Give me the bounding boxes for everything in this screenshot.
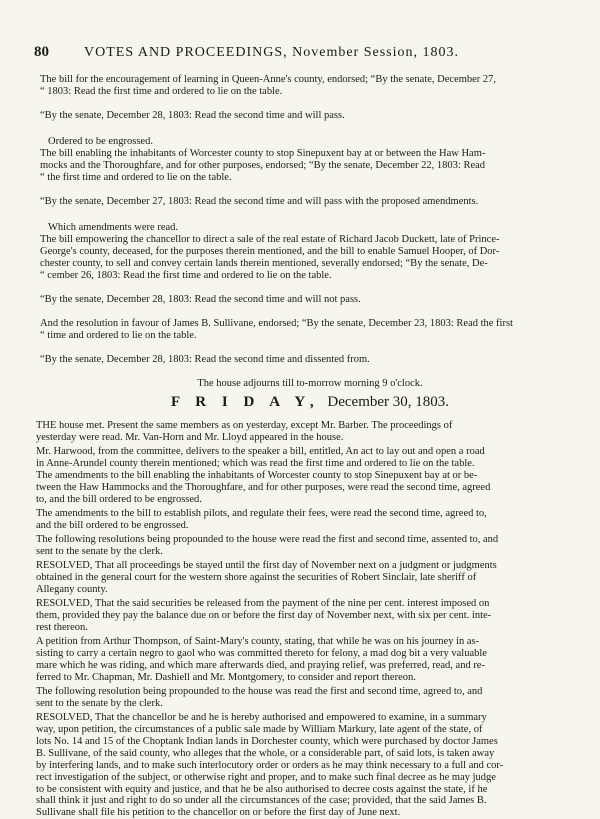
page-number: 80 [34,44,49,60]
text-line: And the resolution in favour of James B. Sullivane, endorsed; “By the senate, December 23, 1803: Read the first [40,318,513,329]
text-line: “By the senate, December 27, 1803: Read the second time and will pass with the proposed amendments. [40,196,479,207]
text-line: lots No. 14 and 15 of the Choptank Indian lands in Dorchester county, which were purchased by doctor James [36,736,498,747]
text-line: Allegany county. [36,584,108,595]
text-line: tween the Haw Hammocks and the Thoroughfare, and for other purposes, were read the second time, agreed [36,482,491,493]
text-line: The bill empowering the chancellor to direct a sale of the real estate of Richard Jacob Duckett, late of Prince- [40,234,500,245]
text-line: them, provided they pay the balance due on or before the first day of November next, with six per cent. inte- [36,610,492,621]
text-line: “By the senate, December 28, 1803: Read the second time and will pass. [40,110,345,121]
text-line: mare which he was riding, and which mare afterwards died, and praying relief, was preferred, read, and re- [36,660,485,671]
text-line: The amendments to the bill enabling the inhabitants of Worcester county to stop Sinepuxent bay at or be- [36,470,478,481]
text-line: chester county, to sell and convey certain lands therein mentioned, severally endorsed; “By the senate, De- [40,258,488,269]
text-line: RESOLVED, That the said securities be released from the payment of the nine per cent. interest imposed on [36,598,490,609]
text-line: sisting to carry a certain negro to gaol who was committed thereto for felony, a mad dog bit a very valuable [36,648,487,659]
text-line: The bill for the encouragement of learning in Queen-Anne's county, endorsed; “By the senate, December 27, [40,74,497,85]
day-name: F R I D A Y, [170,394,320,410]
text-line: A petition from Arthur Thompson, of Saint-Mary's county, stating, that while he was on his journey in as- [36,636,480,647]
text-line: RESOLVED, That the chancellor be and he is hereby authorised and empowered to examine, in a summary [36,712,487,723]
text-line: Sullivane shall file his petition to the chancellor on or before the first day of June next. [36,807,401,818]
text-line: “ the first time and ordered to lie on the table. [40,172,232,183]
text-line: and the bill ordered to be engrossed. [36,520,189,531]
running-head [34,44,584,66]
text-line: The bill enabling the inhabitants of Worcester county to stop Sinepuxent bay at or between the Haw Ham- [40,148,486,159]
text-line: ferred to Mr. Chapman, Mr. Dashiell and Mr. Montgomery, to consider and report thereon. [36,672,416,683]
text-line: George's county, deceased, for the purposes therein mentioned, and the bill to enable Samuel Hooper, of Dor- [40,246,500,257]
text-line: sent to the senate by the clerk. [36,546,163,557]
text-line: THE house met. Present the same members as on yesterday, except Mr. Barber. The proceedings of [36,420,453,431]
text-line: The following resolution being propounded to the house was read the first and second time, agreed to, and [36,686,483,697]
text-line: way, upon petition, the circumstances of a public sale made by William Markury, late agent of the state, of [36,724,483,735]
text-line: Which amendments were read. [48,222,179,233]
text-line: in Anne-Arundel county therein mentioned; which was read the first time and ordered to lie on the table. [36,458,475,469]
text-line: mocks and the Thoroughfare, and for other purposes, endorsed; “By the senate, December 22, 1803: Read [40,160,486,171]
text-line: “By the senate, December 28, 1803: Read the second time and dissented from. [40,354,370,365]
text-line: B. Sullivane, of the said county, who alleges that the whole, or a considerable part, of said lots, is taken away [36,748,495,759]
text-line: obtained in the general court for the western shore against the securities of Robert Sinclair, late sheriff of [36,572,477,583]
text-line: “ time and ordered to lie on the table. [40,330,197,341]
text-line: to, and the bill ordered to be engrossed. [36,494,202,505]
text-line: “ 1803: Read the first time and ordered to lie on the table. [40,86,283,97]
text-line: Mr. Harwood, from the committee, delivers to the speaker a bill, entitled, An act to lay out and open a road [36,446,485,457]
adjournment-line: The house adjourns till to-morrow morning 9 o'clock. [197,378,423,389]
text-line: The following resolutions being propounded to the house were read the first and second time, assented to, and [36,534,499,545]
day-date: December 30, 1803. [327,394,450,410]
text-line: Ordered to be engrossed. [48,136,153,147]
text-line: sent to the senate by the clerk. [36,698,163,709]
text-line: The amendments to the bill to establish pilots, and regulate their fees, were read the second time, agreed to, [36,508,487,519]
text-line: yesterday were read. Mr. Van-Horn and Mr. Lloyd appeared in the house. [36,432,344,443]
text-line: to be consistent with equity and justice, and that he be also authorised to decree costs against the state, if he [36,784,488,795]
day-heading [40,394,580,411]
text-line: by interfering lands, and to make such interlocutory order or orders as he may think necessary to a full and cor- [36,760,504,771]
text-line: rest thereon. [36,622,88,633]
text-line: rect investigation of the subject, or otherwise right and proper, and to make such final decree as he may judge [36,772,496,783]
text-line: shall think it just and right to do so under all the circumstances of the case; provided, that the said James B. [36,795,487,806]
text-line: “By the senate, December 28, 1803: Read the second time and will not pass. [40,294,361,305]
running-title: VOTES AND PROCEEDINGS, November Session, 1803. [84,45,459,60]
text-line: RESOLVED, That all proceedings be stayed until the first day of November next on a judgment or judgments [36,560,497,571]
text-line: “ cember 26, 1803: Read the first time and ordered to lie on the table. [40,270,332,281]
